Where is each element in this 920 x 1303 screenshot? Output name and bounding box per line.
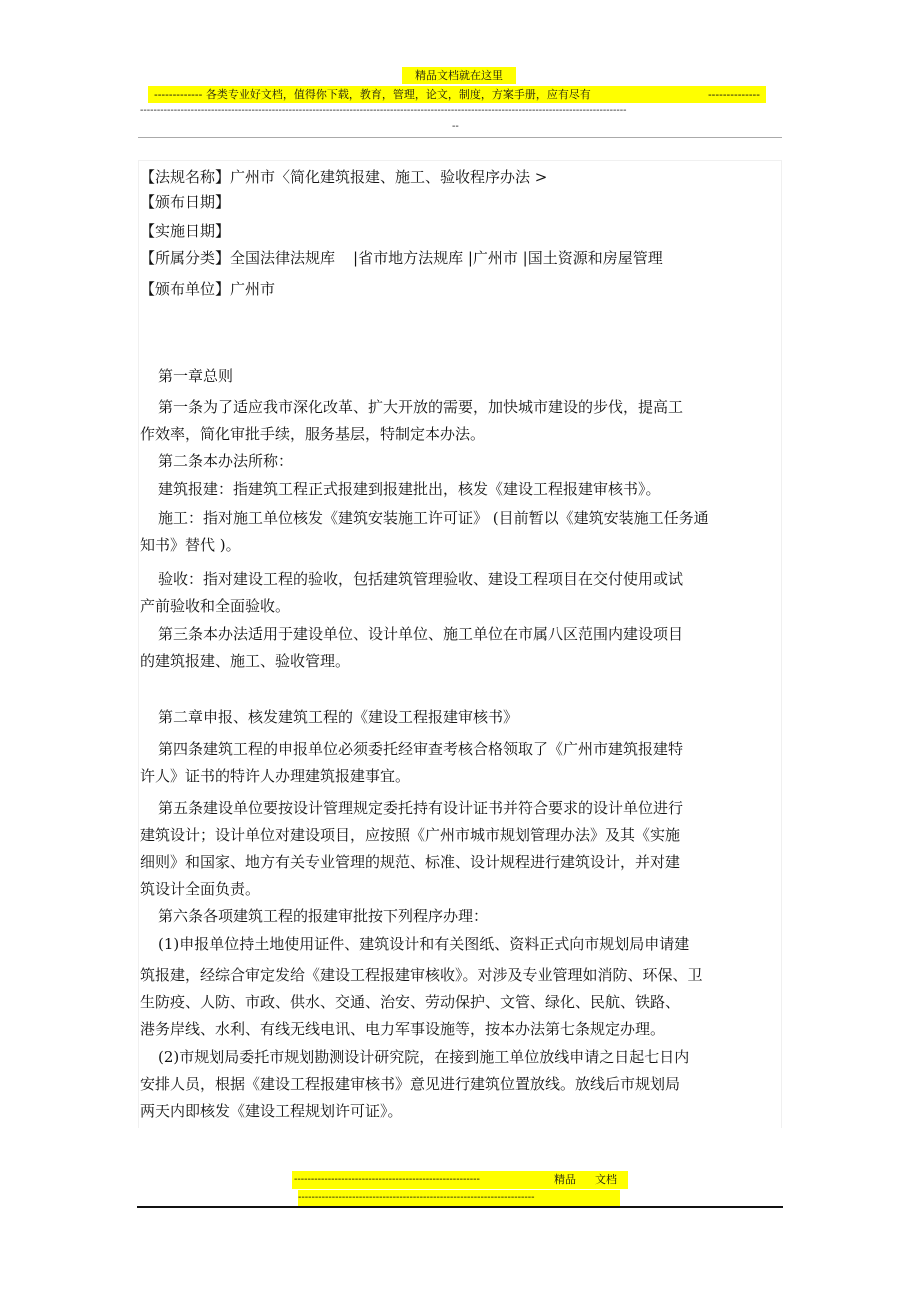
- procedure-1: [140, 931, 740, 1043]
- meta-category: [140, 248, 663, 268]
- meta-effective-date: 【实施日期】: [140, 222, 231, 240]
- header-banner: [148, 86, 766, 103]
- article-6: 第六条各项建筑工程的报建审批按下列程序办理：: [158, 907, 489, 925]
- footer-label-1: 精品: [554, 1173, 576, 1186]
- header-title: 精品文档就在这里: [402, 67, 516, 84]
- header-dash-short: --: [452, 121, 459, 132]
- meta-category-label: 【所属分类】全国法律法规库: [140, 249, 336, 267]
- procedure-2: [140, 1044, 740, 1125]
- definition-yanshou-line-1: 验收：指对建设工程的验收，包括建筑管理验收、建设工程项目在交付使用或试: [158, 570, 684, 588]
- article-5-line-1: 第五条建设单位要按设计管理规定委托持有设计证书并符合要求的设计单位进行: [158, 799, 684, 817]
- meta-issuer: 【颁布单位】广州市: [140, 280, 276, 298]
- chapter-1-title: 第一章总则: [158, 367, 234, 385]
- procedure-1-line-1: (1)申报单位持土地使用证件、建筑设计和有关图纸、资料正式向市规划局申请建: [158, 935, 690, 953]
- definition-shigong: [140, 505, 740, 559]
- footer-dashes-top: -------------------------------------------------------: [294, 1174, 480, 1185]
- article-5-line-4: 筑设计全面负责。: [140, 880, 261, 898]
- meta-issue-date: 【颁布日期】: [140, 193, 231, 211]
- procedure-1-line-2: 筑报建，经综合审定发给《建设工程报建审核收》。对涉及专业管理如消防、环保、卫: [140, 966, 703, 984]
- article-1: [140, 394, 740, 448]
- header-divider: [138, 137, 782, 138]
- article-3-line-1: 第三条本办法适用于建设单位、设计单位、施工单位在市属八区范围内建设项目: [158, 625, 684, 643]
- meta-category-rest: |省市地方法规库 |广州市 |国土资源和房屋管理: [353, 249, 663, 267]
- header-banner-text: ------------- 各类专业好文档，值得你下载，教育，管理，论文，制度，方案手册，应有尽有: [154, 88, 591, 101]
- article-4-line-1: 第四条建筑工程的申报单位必须委托经审查考核合格领取了《广州市建筑报建特: [158, 740, 684, 758]
- article-5-line-2: 建筑设计；设计单位对建设项目，应按照《广州市城市规划管理办法》及其《实施: [140, 826, 681, 844]
- article-1-line-2: 作效率，简化审批手续，服务基层，特制定本办法。: [140, 425, 486, 443]
- procedure-2-line-1: (2)市规划局委托市规划勘测设计研究院，在接到施工单位放线申请之日起七日内: [158, 1048, 690, 1066]
- definition-yanshou: [140, 566, 740, 620]
- article-5-line-3: 细则》和国家、地方有关专业管理的规范、标准、设计规程进行建筑设计，并对建: [140, 853, 681, 871]
- article-4: [140, 736, 740, 790]
- article-3: [140, 621, 740, 675]
- definition-shigong-line-2: 知书》替代 )。: [140, 536, 241, 554]
- article-1-line-1: 第一条为了适应我市深化改革、扩大开放的需要，加快城市建设的步伐，提高工: [158, 398, 684, 416]
- footer-dashes-bottom: ----------------------------------------------------------------------: [298, 1190, 620, 1206]
- procedure-2-line-2: 安排人员，根据《建设工程报建审核书》意见进行建筑位置放线。放线后市规划局: [140, 1075, 681, 1093]
- definition-yanshou-line-2: 产前验收和全面验收。: [140, 597, 291, 615]
- chapter-2-title: 第二章申报、核发建筑工程的《建设工程报建审核书》: [158, 708, 519, 726]
- procedure-2-line-3: 两天内即核发《建设工程规划许可证》。: [140, 1102, 403, 1120]
- article-2: 第二条本办法所称：: [158, 452, 294, 470]
- meta-name: 【法规名称】广州市〈简化建筑报建、施工、验收程序办法 >: [140, 168, 548, 186]
- article-3-line-2: 的建筑报建、施工、验收管理。: [140, 652, 351, 670]
- procedure-1-line-4: 港务岸线、水利、有线无线电讯、电力军事设施等，按本办法第七条规定办理。: [140, 1020, 666, 1038]
- footer-label-2: 文档: [595, 1173, 617, 1186]
- footer-banner: [292, 1171, 628, 1189]
- procedure-1-line-3: 生防疫、人防、市政、供水、交通、治安、劳动保护、文管、绿化、民航、铁路、: [140, 993, 681, 1011]
- article-4-line-2: 许人》证书的特许人办理建筑报建事宜。: [140, 767, 411, 785]
- definition-shigong-line-1: 施工：指对施工单位核发《建筑安装施工许可证》 (目前暂以《建筑安装施工任务通: [158, 509, 709, 527]
- header-banner-dashes: --------------: [707, 88, 760, 101]
- header-dash-line: ------------------------------------------------------------------------------------------------------------------------------------------------: [140, 105, 627, 116]
- definition-baojian: 建筑报建：指建筑工程正式报建到报建批出，核发《建设工程报建审核书》。: [158, 480, 661, 498]
- footer-divider: [137, 1206, 783, 1208]
- article-5: [140, 795, 740, 903]
